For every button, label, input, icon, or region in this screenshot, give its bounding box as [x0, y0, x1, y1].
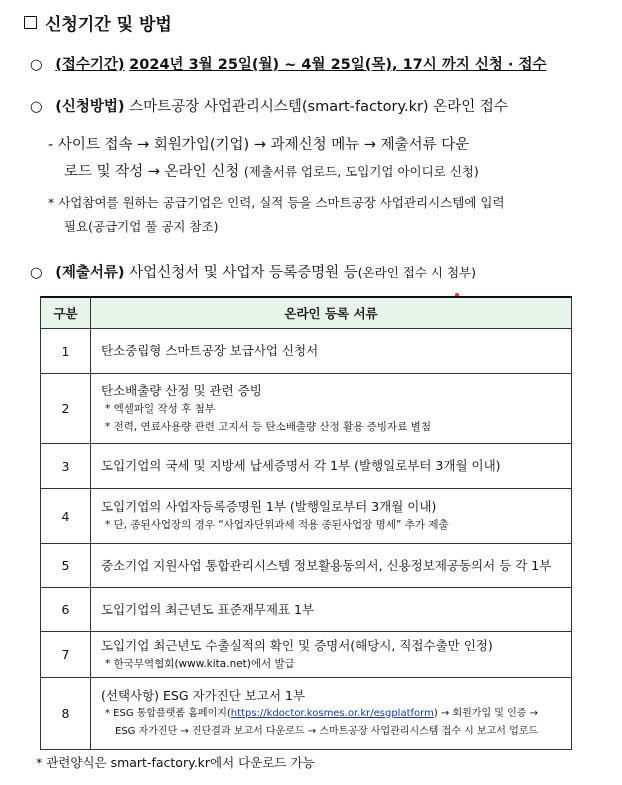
section-title-text: 신청기간 및 방법 [45, 15, 172, 35]
esg-platform-link[interactable]: https://kdoctor.kosmes.or.kr/esgplatform [230, 707, 434, 719]
row-note [101, 705, 570, 723]
row-main: 도입기업 최근년도 수출실적의 확인 및 증명서(해당시, 직접수출만 인정) [101, 637, 493, 653]
table-row [41, 632, 572, 678]
method-steps-main: 로드 및 작성 → 온라인 신청 [64, 164, 240, 180]
method-steps-line1: - 사이트 접속 → 회원가입(기업) → 과제신청 메뉴 → 제출서류 다운 [48, 137, 470, 153]
row-no: 3 [41, 444, 91, 489]
row-main: 도입기업의 국세 및 지방세 납세증명서 각 1부 (발행일로부터 3개월 이내) [91, 444, 572, 489]
row-main: 탄소배출량 산정 및 관련 증빙 [101, 382, 262, 398]
row-main: (선택사항) ESG 자가진단 보고서 1부 [101, 687, 306, 703]
circle-bullet-icon: ○ [30, 265, 43, 281]
row-note: * 단, 종된사업장의 경우 “사업자단위과세 적용 종된사업장 명세” 추가 제출 [105, 519, 449, 531]
documents-line [30, 261, 476, 282]
documents-table [40, 296, 572, 750]
table-row [41, 544, 572, 588]
table-header-row [41, 297, 572, 329]
documents-note: (온라인 접수 시 첨부) [357, 265, 476, 280]
period-text: 2024년 3월 25일(월) ~ 4월 25일(목), 17시 까지 신청 · 접수 [129, 57, 547, 73]
row-note: * 엑셀파일 작성 후 첨부 [105, 402, 215, 415]
table-row [41, 329, 572, 374]
section-title [24, 10, 172, 35]
row-note: ESG 자가진단 → 진단결과 보고서 다운로드 → 스마트공장 사업관리시스템 접수 시 보고서 업로드 [115, 725, 539, 737]
row-note: * 전력, 연료사용량 관련 고지서 등 탄소배출량 산정 활용 증빙자료 별첨 [105, 420, 431, 433]
row-cell [91, 374, 572, 444]
row-main: 탄소중립형 스마트공장 보급사업 신청서 [91, 329, 572, 374]
row-no: 4 [41, 489, 91, 544]
note-post: ) → 회원가입 및 인증 → [433, 707, 539, 719]
table-row [41, 374, 572, 444]
row-cell [91, 632, 572, 678]
note-pre: * ESG 통합플랫폼 홈페이지( [105, 707, 231, 719]
row-cell [91, 489, 572, 544]
row-no: 2 [41, 374, 91, 444]
header-doc: 온라인 등록 서류 [91, 297, 572, 329]
table-row [41, 588, 572, 632]
row-note: * 한국무역협회(www.kita.net)에서 발급 [105, 657, 295, 670]
period-line [30, 53, 547, 74]
period-label: (접수기간) [55, 57, 125, 73]
row-main: 도입기업의 사업자등록증명원 1부 (발행일로부터 3개월 이내) [101, 499, 437, 514]
footer-note: * 관련양식은 smart-factory.kr에서 다운로드 가능 [36, 755, 315, 770]
row-no: 6 [41, 588, 91, 632]
row-main: 중소기업 지원사업 통합관리시스템 정보활용동의서, 신용정보제공동의서 등 각 1부 [91, 544, 572, 588]
method-line [30, 95, 508, 116]
method-steps-line2 [64, 160, 479, 181]
row-no: 8 [41, 678, 91, 750]
documents-text: 사업신청서 및 사업자 등록증명원 등 [129, 265, 358, 281]
row-no: 5 [41, 544, 91, 588]
table-row [41, 444, 572, 489]
row-cell [91, 678, 572, 750]
supplier-note-line2: 필요(공급기업 풀 공지 참조) [64, 219, 219, 234]
method-text: 스마트공장 사업관리시스템(smart-factory.kr) 온라인 접수 [129, 99, 508, 115]
row-no: 7 [41, 632, 91, 678]
documents-label: (제출서류) [55, 265, 125, 281]
table-row [41, 678, 572, 750]
header-no: 구분 [41, 297, 91, 329]
circle-bullet-icon: ○ [30, 99, 43, 115]
circle-bullet-icon: ○ [30, 57, 43, 73]
supplier-note-line1: * 사업참여를 원하는 공급기업은 인력, 실적 등을 스마트공장 사업관리시스템에 입력 [48, 195, 505, 210]
table-row [41, 489, 572, 544]
method-label: (신청방법) [55, 99, 125, 115]
row-no: 1 [41, 329, 91, 374]
row-main: 도입기업의 최근년도 표준재무제표 1부 [91, 588, 572, 632]
checkbox-icon [24, 16, 37, 29]
method-steps-note: (제출서류 업로드, 도입기업 아이디로 신청) [243, 164, 479, 179]
